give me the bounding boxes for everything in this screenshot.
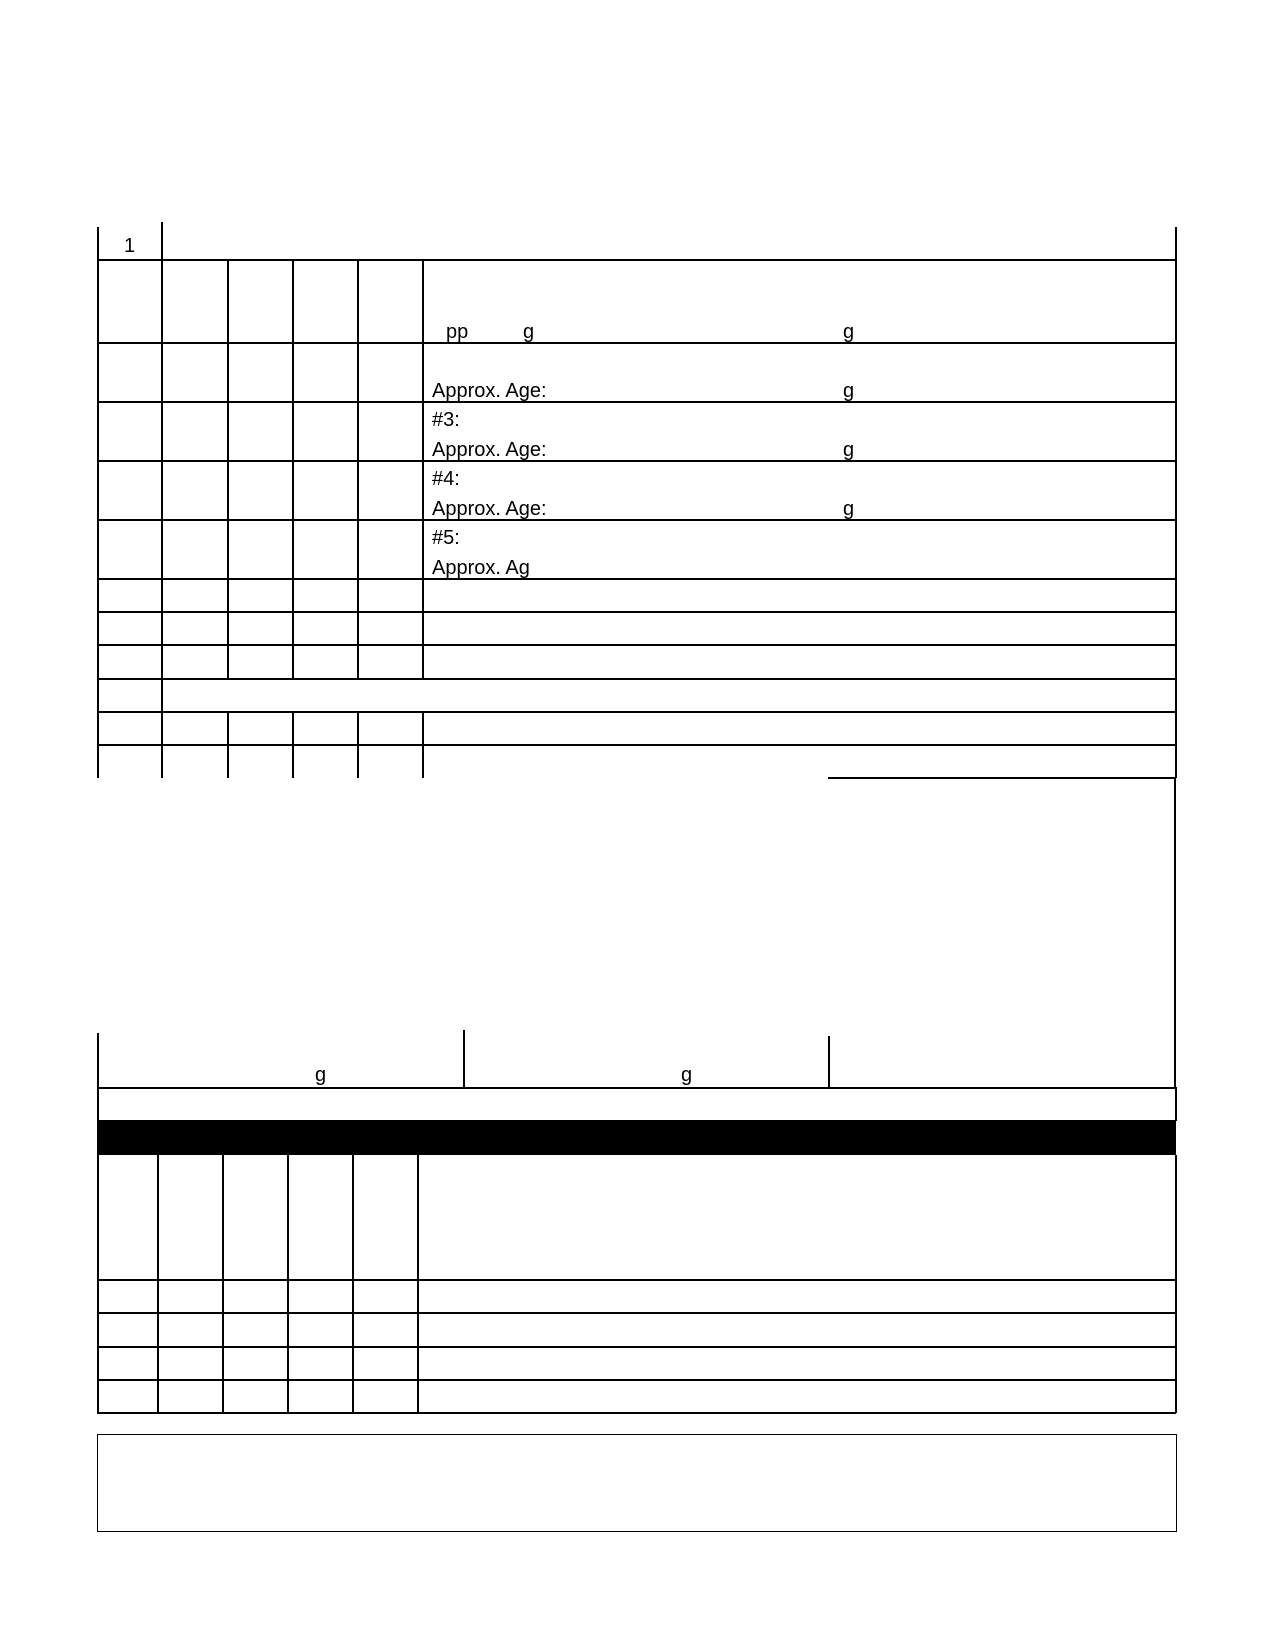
row5-age-label: Approx. Ag (432, 557, 530, 579)
row4-person: #4: (432, 468, 460, 490)
row1-text-b: g (523, 321, 535, 343)
row5-person: #5: (432, 527, 460, 549)
row1-text-c: g (843, 321, 855, 343)
row4-text-c: g (843, 498, 855, 520)
row2-age-label: Approx. Age: (432, 380, 547, 402)
row-number: 1 (124, 235, 136, 257)
signature-left-mark: g (315, 1064, 327, 1086)
row1-text-a: pp (446, 321, 469, 343)
notes-box[interactable] (97, 1434, 1177, 1532)
row2-text-c: g (843, 380, 855, 402)
row3-age-label: Approx. Age: (432, 439, 547, 461)
row3-person: #3: (432, 409, 460, 431)
signature-middle-mark: g (681, 1064, 693, 1086)
row3-text-c: g (843, 439, 855, 461)
section2-header-bar (97, 1120, 1176, 1155)
row4-age-label: Approx. Age: (432, 498, 547, 520)
